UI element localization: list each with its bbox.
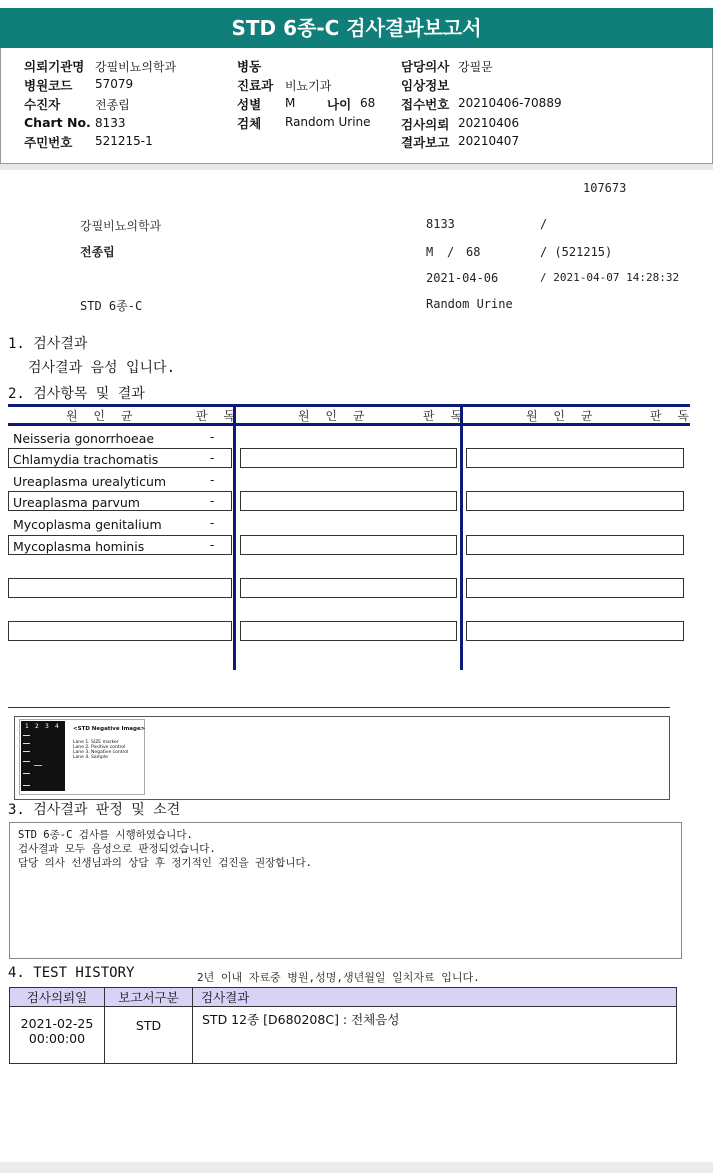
history-result: STD 12종 [D680208C] : 전체음성 bbox=[202, 1012, 400, 1027]
section4-title: 4. TEST HISTORY bbox=[8, 965, 135, 981]
organism-result: - bbox=[210, 430, 215, 444]
history-note: 2년 이내 자료중 병원,성명,생년월일 일치자료 입니다. bbox=[197, 971, 480, 984]
gel-band bbox=[23, 751, 30, 752]
summary-specimen: Random Urine bbox=[426, 297, 513, 311]
history-col-type: 보고서구분 bbox=[104, 987, 193, 1007]
organism-name: Mycoplasma hominis bbox=[13, 539, 145, 554]
section2-title: 2. 검사항목 및 결과 bbox=[8, 386, 145, 402]
section3-title: 3. 검사결과 판정 및 소견 bbox=[8, 802, 181, 818]
row-box bbox=[240, 448, 457, 468]
resident-no-label: 주민번호 bbox=[24, 135, 73, 150]
row-box bbox=[240, 578, 457, 598]
receipt-no-label: 접수번호 bbox=[401, 97, 450, 112]
lane-number: 1 bbox=[25, 723, 29, 730]
report-id: 107673 bbox=[583, 181, 627, 195]
specimen-label: 검체 bbox=[237, 116, 262, 131]
hospital-code-label: 병원코드 bbox=[24, 78, 73, 93]
col-result-header: 판 독 bbox=[196, 409, 241, 423]
col-result-header: 판 독 bbox=[423, 409, 468, 423]
row-box bbox=[466, 535, 684, 555]
summary-patient: 전종립 bbox=[80, 245, 115, 259]
history-type-cell bbox=[104, 1006, 193, 1064]
specimen-value: Random Urine bbox=[285, 115, 371, 129]
lane-number: 2 bbox=[35, 723, 39, 730]
summary-date1: 2021-04-06 bbox=[426, 271, 499, 285]
col-organism-header: 원 인 균 bbox=[526, 409, 599, 423]
summary-birth: / (521215) bbox=[540, 245, 613, 259]
gel-top-rule bbox=[8, 707, 670, 708]
report-date-value: 20210407 bbox=[458, 134, 520, 148]
row-box bbox=[466, 621, 684, 641]
opinion-box bbox=[9, 822, 682, 959]
opinion-line: 검사결과 모두 음성으로 판정되었습니다. bbox=[18, 843, 216, 855]
report-title: STD 6종-C 검사결과보고서 bbox=[0, 8, 713, 48]
lane-number: 4 bbox=[55, 723, 59, 730]
history-col-result: 검사결과 bbox=[192, 987, 677, 1007]
row-box bbox=[466, 491, 684, 511]
history-time: 00:00:00 bbox=[28, 1031, 86, 1046]
gel-legend-item: Lane 3. Negative control bbox=[73, 750, 129, 755]
patient-value: 전종립 bbox=[95, 98, 130, 112]
history-date: 2021-02-25 bbox=[20, 1016, 94, 1031]
age-value: 68 bbox=[360, 96, 376, 110]
row-box bbox=[240, 491, 457, 511]
history-col-date: 검사의뢰일 bbox=[9, 987, 105, 1007]
request-date-label: 검사의뢰 bbox=[401, 117, 450, 132]
department-value: 비뇨기과 bbox=[285, 79, 332, 93]
opinion-line: 담당 의사 선생님과의 상담 후 정기적인 검진을 권장합니다. bbox=[18, 857, 313, 869]
receipt-no-value: 20210406-70889 bbox=[458, 96, 562, 110]
row-box bbox=[8, 578, 232, 598]
section1-text: 검사결과 음성 입니다. bbox=[28, 360, 176, 376]
organism-result: - bbox=[210, 538, 215, 552]
gel-band bbox=[23, 773, 30, 774]
organism-name: Ureaplasma urealyticum bbox=[13, 474, 167, 489]
gel-band bbox=[23, 743, 30, 744]
summary-slash2: / bbox=[447, 245, 455, 259]
summary-sex: M bbox=[426, 245, 434, 259]
department-label: 진료과 bbox=[237, 78, 274, 93]
section1-title: 1. 검사결과 bbox=[8, 336, 88, 352]
col-result-header: 판 독 bbox=[650, 409, 695, 423]
organism-result: - bbox=[210, 494, 215, 508]
history-result-cell bbox=[192, 1006, 677, 1064]
report-date-label: 결과보고 bbox=[401, 135, 450, 150]
page-footer-strip bbox=[0, 1162, 713, 1173]
organism-result: - bbox=[210, 473, 215, 487]
organism-name: Mycoplasma genitalium bbox=[13, 517, 162, 532]
ward-label: 병동 bbox=[237, 59, 262, 74]
row-box bbox=[466, 578, 684, 598]
gel-band bbox=[34, 765, 42, 766]
row-box bbox=[466, 448, 684, 468]
gel-band bbox=[23, 735, 30, 736]
chart-no-label: Chart No. bbox=[24, 115, 91, 130]
chart-no-value: 8133 bbox=[95, 116, 126, 130]
col-organism-header: 원 인 균 bbox=[66, 409, 139, 423]
hospital-value: 강필비뇨의학과 bbox=[95, 60, 177, 74]
history-date-cell bbox=[9, 1006, 105, 1064]
gel-legend-item: Lane 2. Positive control bbox=[73, 745, 126, 750]
divider bbox=[0, 164, 713, 170]
hospital-code-value: 57079 bbox=[95, 77, 134, 91]
table-col-divider-1 bbox=[233, 404, 236, 670]
summary-date2: / 2021-04-07 14:28:32 bbox=[540, 271, 680, 284]
summary-age: 68 bbox=[466, 245, 481, 259]
lane-number: 3 bbox=[45, 723, 49, 730]
summary-test: STD 6종-C bbox=[80, 299, 143, 313]
age-label: 나이 bbox=[327, 97, 352, 112]
organism-name: Ureaplasma parvum bbox=[13, 495, 140, 510]
summary-hospital: 강필비뇨의학과 bbox=[80, 219, 162, 233]
organism-name: Neisseria gonorrhoeae bbox=[13, 431, 155, 446]
sex-label: 성별 bbox=[237, 97, 262, 112]
opinion-line: STD 6종-C 검사를 시행하였습니다. bbox=[18, 829, 193, 841]
gel-legend-item: Lane 1. SIZE marker bbox=[73, 740, 119, 745]
row-box bbox=[240, 535, 457, 555]
table-col-divider-2 bbox=[460, 404, 463, 670]
doctor-label: 담당의사 bbox=[401, 59, 450, 74]
doctor-value: 강필문 bbox=[458, 60, 493, 74]
clinical-info-label: 임상정보 bbox=[401, 78, 450, 93]
gel-band bbox=[23, 761, 30, 762]
history-type: STD bbox=[135, 1018, 162, 1033]
organism-name: Chlamydia trachomatis bbox=[13, 452, 159, 467]
row-box bbox=[240, 621, 457, 641]
summary-slash: / bbox=[540, 217, 548, 231]
summary-chart: 8133 bbox=[426, 217, 455, 231]
gel-band bbox=[23, 785, 30, 786]
patient-label: 수진자 bbox=[24, 97, 61, 112]
organism-result: - bbox=[210, 451, 215, 465]
gel-legend-item: Lane 4. Sample bbox=[73, 755, 108, 760]
gel-title: <STD Negative Image> bbox=[73, 726, 146, 732]
resident-no-value: 521215-1 bbox=[95, 134, 153, 148]
hospital-label: 의뢰기관명 bbox=[24, 59, 85, 74]
sex-value: M bbox=[285, 96, 296, 110]
request-date-value: 20210406 bbox=[458, 116, 520, 130]
col-organism-header: 원 인 균 bbox=[298, 409, 371, 423]
gel-image bbox=[21, 721, 65, 791]
organism-result: - bbox=[210, 516, 215, 530]
gel-legend bbox=[73, 740, 128, 760]
row-box bbox=[8, 621, 232, 641]
